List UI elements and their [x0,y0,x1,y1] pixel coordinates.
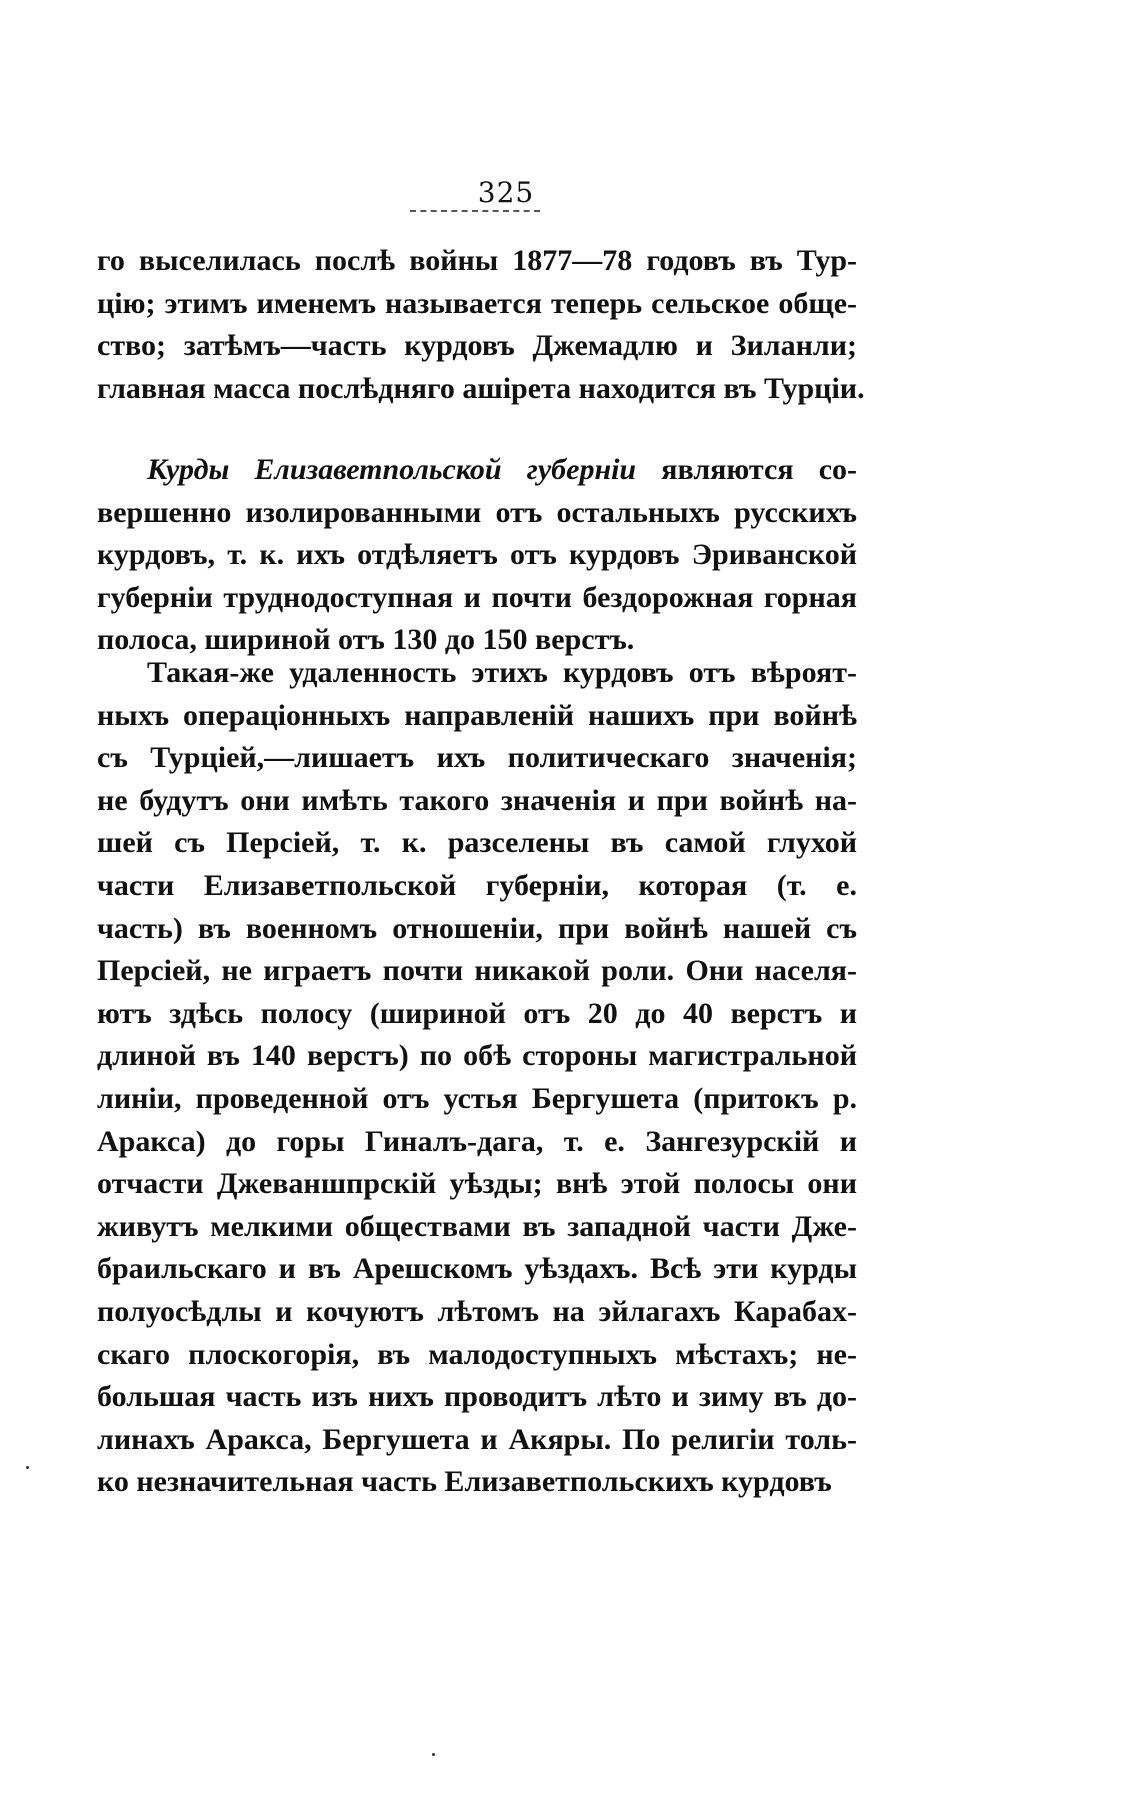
text-line: курдовъ, т. к. ихъ отдѣляетъ отъ курдовъ Эриванской [97,538,857,572]
text-line: ныхъ операціонныхъ направленій нашихъ при войнѣ [97,698,857,732]
text-line: части Елизаветпольской губерніи, которая (т. е. [97,868,857,902]
text-line: Аракса) до горы Гиналъ-дага, т. е. Зангезурскій и [97,1124,857,1158]
text-line-rest: являются со- [661,453,858,486]
text-line: ютъ здѣсь полосу (шириной отъ 20 до 40 верстъ и [97,996,857,1030]
paragraph-3 [97,652,857,1504]
text-line: ство; затѣмъ—часть курдовъ Джемадлю и Зиланли; [97,329,857,363]
scan-speck [26,1466,29,1469]
text-line: го выселилась послѣ войны 1877—78 годовъ въ Тур- [97,244,857,277]
text-line: вершенно изолированными отъ остальныхъ русскихъ [97,495,857,529]
page-number: 325 [477,176,535,209]
text-line: полуосѣдлы и кочуютъ лѣтомъ на эйлагахъ Карабах- [97,1294,857,1328]
scan-speck [432,1753,435,1756]
italic-lead-heading: Курды Елизаветпольской губерніи [147,453,637,486]
text-line: браильскаго и въ Арешскомъ уѣздахъ. Всѣ эти курды [97,1252,857,1286]
text-line: живутъ мелкими обществами въ западной части Дже- [97,1209,857,1243]
text-line: линіи, проведенной отъ устья Бергушета (притокъ р. [97,1081,857,1115]
text-line: Такая-же удаленность этихъ курдовъ отъ вѣроят- [147,656,857,689]
text-line: полоса, шириной отъ 130 до 150 верстъ. [97,623,635,657]
text-line: съ Турціей,—лишаетъ ихъ политическаго значенія; [97,741,857,775]
text-line: цію; этимъ именемъ называется теперь сельское обще- [97,286,857,320]
text-line: скаго плоскогорія, въ малодоступныхъ мѣстахъ; не- [97,1337,857,1371]
text-line: длиной въ 140 верстъ) по обѣ стороны магистральной [97,1039,857,1073]
text-line: линахъ Аракса, Бергушета и Акяры. По религіи толь- [97,1422,857,1456]
text-line: шей съ Персіей, т. к. разселены въ самой глухой [97,826,857,860]
text-line: ко незначительная часть Елизаветпольскихъ курдовъ [97,1465,832,1499]
paragraph-2 [97,449,857,662]
text-line: большая часть изъ нихъ проводитъ лѣто и зиму въ до- [97,1380,857,1414]
paragraph-1 [97,240,865,410]
header-ornament-rule [410,210,540,218]
text-line: губерніи труднодоступная и почти бездорожная горная [97,580,857,614]
text-line: отчасти Джеваншпрскій уѣзды; внѣ этой полосы они [97,1167,857,1201]
text-line: часть) въ военномъ отношеніи, при войнѣ нашей съ [97,911,857,945]
text-line-with-lead [97,449,857,492]
text-line: Персіей, не играетъ почти никакой роли. Они населя- [97,954,857,988]
text-line: главная масса послѣдняго ашірета находится въ Турціи. [97,371,865,405]
text-line: не будутъ они имѣть такого значенія и при войнѣ на- [97,783,857,817]
